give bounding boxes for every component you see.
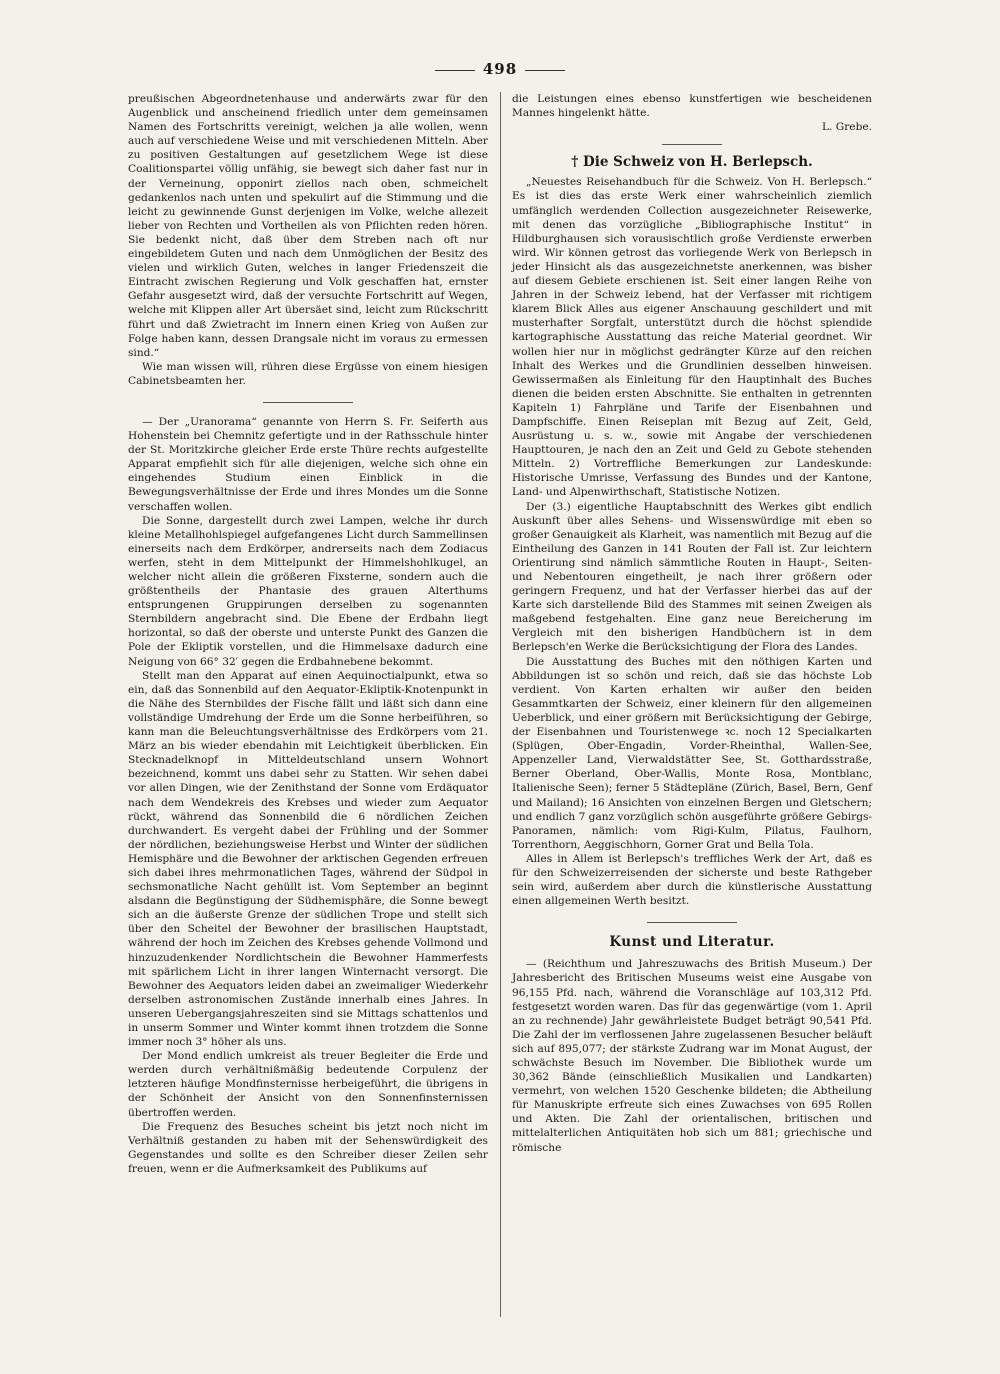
uranorama-paragraph-1: — Der „Uranorama“ genannte von Herrn S. Fr. Seiferth aus Hohenstein bei Chemnitz gefertigte und in der Rathsschule hinter der St. Moritzkirche gleicher Erde erste Thüre rechts aufgestellte Apparat empfiehlt sich für alle diejenigen, welche sich ohne ein eingehendes Studium einen Einblick in die Bewegungsverhältnisse der Erde und ihres Mondes um die Sonne verschaffen wollen. bbox=[128, 415, 488, 513]
article-title: † Die Schweiz von H. Berlepsch. bbox=[571, 154, 813, 171]
author-signature: L. Grebe. bbox=[822, 121, 872, 134]
left-paragraph-2: Wie man wissen will, rühren diese Ergüsse von einem hiesigen Cabinetsbeamten her. bbox=[128, 360, 488, 387]
article-separator bbox=[662, 144, 722, 145]
page-number-header bbox=[0, 60, 1000, 78]
right-column bbox=[512, 92, 872, 1155]
article-paragraph-1: „Neuestes Reisehandbuch für die Schweiz. Von H. Berlepsch.“ Es ist dies das erste Werk einer wahrscheinlich ziemlich umfänglich werdenden Collection ausgezeichneter Reisewerke, mit denen das vorzügliche „Bibliographische Institut“ in Hildburghausen sich vorausischtlich große Verdienste erwerben wird. Wir können getrost das vorliegende Werk von Berlepsch in jeder Hinsicht als das ausgezeichnetste anerkennen, was bisher auf diesem Gebiete erschienen ist. Seit einer langen Reihe von Jahren in der Schweiz lebend, hat der Verfasser mit richtigem klarem Blick Alles aus eigener Anschauung geschildert und mit musterhafter Sorgfalt, unterstützt durch die höchst splendide kartographische Ausstattung das reiche Material geordnet. Wir wollen hier nur in möglichst gedrängter Kürze auf den reichen Inhalt des Werkes und die Grundlinien desselben hinweisen. Gewissermaßen als Einleitung für den Hauptinhalt des Buches dienen die beiden ersten Abschnitte. Sie enthalten in getrennten Kapiteln 1) Fahrpläne und Tarife der Eisenbahnen und Dampfschiffe. Einen Reiseplan mit Bezug auf Zeit, Geld, Ausrüstung u. s. w., sowie mit Angabe der verschiedenen Haupttouren, je nach den an Zeit und Geld zu Gebote stehenden Mitteln. 2) Vortreffliche Bemerkungen zur Landeskunde: Historische Umrisse, Verfassung des Bundes und der Kantone, Land- und Alpenwirthschaft, Statistische Notizen. bbox=[512, 176, 872, 499]
left-paragraph-1: preußischen Abgeordnetenhause und anderwärts zwar für den Augenblick und anscheinend friedlich unter dem gemeinsamen Namen des Fortschritts vereinigt, welchen ja alle wollen, wenn auch auf verschiedene Weise und mit verschiedenen Mitteln. Aber zu positiven Gestaltungen auf gesetzlichem Wege ist diese Coalitionspartei völlig unfähig, sie bewegt sich daher fast nur in der Verneinung, opponirt ziellos nach oben, schmeichelt gedankenlos nach unten und spekulirt auf die Stimmung und die leicht zu gewinnende Gunst derjenigen im Volke, welche allezeit lieber von Rechten und Vortheilen als von Pflichten reden hören. Sie bedenkt nicht, daß über dem Streben nach oft nur eingebildetem Guten und nach dem Unmöglichen der Besitz des vielen und wirklich Guten, welches in langer Friedenszeit die Eintracht zwischen Regierung und Volk geschaffen hat, ernster Gefahr ausgesetzt wird, daß der versuchte Fortschritt auf Wegen, welche mit Klippen aller Art übersäet sind, leicht zum Rückschritt führt und daß Zwietracht im Innern einen Krieg von Außen zur Folge haben kann, dessen Drangsale nicht im voraus zu ermessen sind.“ bbox=[128, 93, 488, 359]
section-separator bbox=[647, 922, 737, 923]
page-number: 498 bbox=[482, 60, 518, 78]
section-title: Kunst und Literatur. bbox=[609, 934, 775, 951]
uranorama-paragraph-5: Die Frequenz des Besuches scheint bis jetzt noch nicht im Verhältniß gestanden zu haben mit der Sehenswürdigkeit des Gegenstandes und sollte es den Schreiber dieser Zeilen sehr freuen, wenn er die Aufmerksamkeit des Publikums auf bbox=[128, 1120, 488, 1175]
article-paragraph-4: Alles in Allem ist Berlepsch's treffliches Werk der Art, daß es für den Schweizerreisenden der sicherste und beste Rathgeber sein wird, außerdem aber durch die künstlerische Ausstattung einen allgemeinen Werth besitzt. bbox=[512, 852, 872, 908]
uranorama-paragraph-4: Der Mond endlich umkreist als treuer Begleiter die Erde und werden durch verhältnißmäßig bedeutende Corpulenz der letzteren häufige Mondfinsternisse herbeigeführt, die übrigens in der Schönheit der Ansicht von den Sonnenfinsternissen übertroffen werden. bbox=[128, 1050, 488, 1119]
header-rule-right bbox=[525, 70, 565, 71]
article-paragraph-2: Der (3.) eigentliche Hauptabschnitt des Werkes gibt endlich Auskunft über alles Sehens- und Wissenswürdige mit eben so großer Genauigkeit als Klarheit, was namentlich mit Bezug auf die Eintheilung des Ganzen in 141 Routen der Fall ist. Zur leichtern Orientirung sind nämlich sämmtliche Routen in Haupt-, Seiten- und Nebentouren eingetheilt, je nach ihrer größern oder geringern Frequenz, und hat der Verfasser hierbei das auf der Karte sich darstellende Bild des Stammes mit seinen Zweigen als maßgebend festgehalten. Eine ganz neue Bereicherung im Vergleich mit den bisherigen Handbüchern ist in dem Berlepsch'en Werke die Berücksichtigung der Flora des Landes. bbox=[512, 500, 872, 654]
header-rule-left bbox=[435, 70, 475, 71]
uranorama-paragraph-2: Die Sonne, dargestellt durch zwei Lampen, welche ihr durch kleine Metallhohlspiegel aufgefangenes Licht durch Sammellinsen einerseits nach dem Erdkörper, andrerseits nach dem Zodiacus werfen, steht in dem Mittelpunkt der Himmelshohlkugel, an welcher nicht allein die größeren Fixsterne, sondern auch die größtentheils der Phantasie des grauen Alterthums entsprungenen Gruppirungen derselben zu sogenannten Sternbildern angebracht sind. Die Ebene der Erdbahn liegt horizontal, so daß der oberste und unterste Punkt des Ganzen die Pole der Ekliptik vorstellen, und die Himmelsaxe dadurch eine Neigung von 66° 32′ gegen die Erdbahnebene bekommt. bbox=[128, 514, 488, 668]
article-paragraph-3: Die Ausstattung des Buches mit den nöthigen Karten und Abbildungen ist so schön und reich, daß sie das höchste Lob verdient. Von Karten erhalten wir außer den beiden Gesammtkarten der Schweiz, einer kleinern für den allgemeinen Ueberblick, und einer größern mit Berücksichtigung der Gebirge, der Eisenbahnen und Touristenwege ꝛc. noch 12 Specialkarten (Splügen, Ober-Engadin, Vorder-Rheinthal, Wallen-See, Appenzeller Land, Vierwaldstätter See, St. Gotthardsstraße, Berner Oberland, Ober-Wallis, Monte Rosa, Montblanc, Italienische Seen); ferner 5 Städtepläne (Zürich, Basel, Bern, Genf und Mailand); 16 Ansichten von einzelnen Bergen und Gletschern; und endlich 7 ganz vorzüglich schön ausgeführte größere Gebirgs-Panoramen, nämlich: vom Rigi-Kulm, Pilatus, Faulhorn, Torrenthorn, Aeggischhorn, Gorner Grat und Bella Tola. bbox=[512, 655, 873, 851]
article-separator bbox=[263, 402, 353, 403]
left-column bbox=[128, 92, 488, 1176]
uranorama-paragraph-3: Stellt man den Apparat auf einen Aequinoctialpunkt, etwa so ein, daß das Sonnenbild auf den Aequator-Ekliptik-Knotenpunkt in die Nähe des Sternbildes der Fische fällt und läßt sich dann eine vollständige Umdrehung der Erde um die Sonne herbeiführen, so kann man die Beleuchtungsverhältnisse des Erdkörpers vom 21. März an bis wieder ebendahin mit Leichtigkeit überblicken. Ein Stecknadelknopf in Mitteldeutschland unsern Wohnort bezeichnend, kommt uns dabei sehr zu Statten. Wir sehen dabei vor allen Dingen, wie der Zenithstand der Sonne vom Erdäquator nach dem Wendekreis des Krebses und wieder zum Aequator rückt, während das Sonnenbild die 6 nördlichen Zeichen durchwandert. Es vergeht dabei der Frühling und der Sommer der nördlichen, beziehungsweise Herbst und Winter der südlichen Hemisphäre und die Bewohner der arktischen Gegenden erfreuen sich dabei ihres mehrmonatlichen Tages, während der Südpol in sechsmonatliche Nacht gehüllt ist. Vom September an beginnt alsdann die Begünstigung der Südhemisphäre, die Sonne bewegt sich an die äußerste Grenze der südlichen Trope und stellt sich über den Scheitel der Bewohner der brasilischen Hauptstadt, während der hoch im Zeichen des Krebses gehende Vollmond und hinzuzudenkender Nordlichtschein die Bewohner Hammerfests mit spärlichem Licht in ihrer langen Winternacht versorgt. Die Bewohner des Aequators leiden dabei an zweimaliger Wiederkehr derselben astronomischen Zustände innerhalb eines Jahres. In unseren Uebergangsjahreszeiten sind sie Mittags schattenlos und in unserm Sommer und Winter kommt ihnen trotzdem die Sonne immer noch 3° höher als uns. bbox=[128, 669, 488, 1049]
section-paragraph-1: — (Reichthum und Jahreszuwachs des British Museum.) Der Jahresbericht des Britischen Museums weist eine Ausgabe von 96,155 Pfd. nach, während die Voranschläge auf 103,312 Pfd. festgesetzt worden waren. Das für das gegenwärtige (vom 1. April an zu rechnende) Jahr gewährleistete Budget beträgt 90,541 Pfd. Die Zahl der im verflossenen Jahre zugelassenen Besucher beläuft sich auf 895,077; der stärkste Zudrang war im Monat August, der schwächste Besuch im November. Die Bibliothek wurde um 30,362 Bände (einschließlich Musikalien und Landkarten) vermehrt, von welchen 1520 Geschenke bildeten; die Abtheilung für Manuskripte erfreute sich eines Zuwachses von 695 Rollen und Akten. Die Zahl der orientalischen, britischen und mittelalterlichen Antiquitäten hob sich um 881; griechische und römische bbox=[512, 958, 872, 1154]
column-divider bbox=[500, 92, 501, 1317]
right-intro: die Leistungen eines ebenso kunstfertigen wie bescheidenen Mannes hingelenkt hätte. bbox=[512, 93, 872, 120]
